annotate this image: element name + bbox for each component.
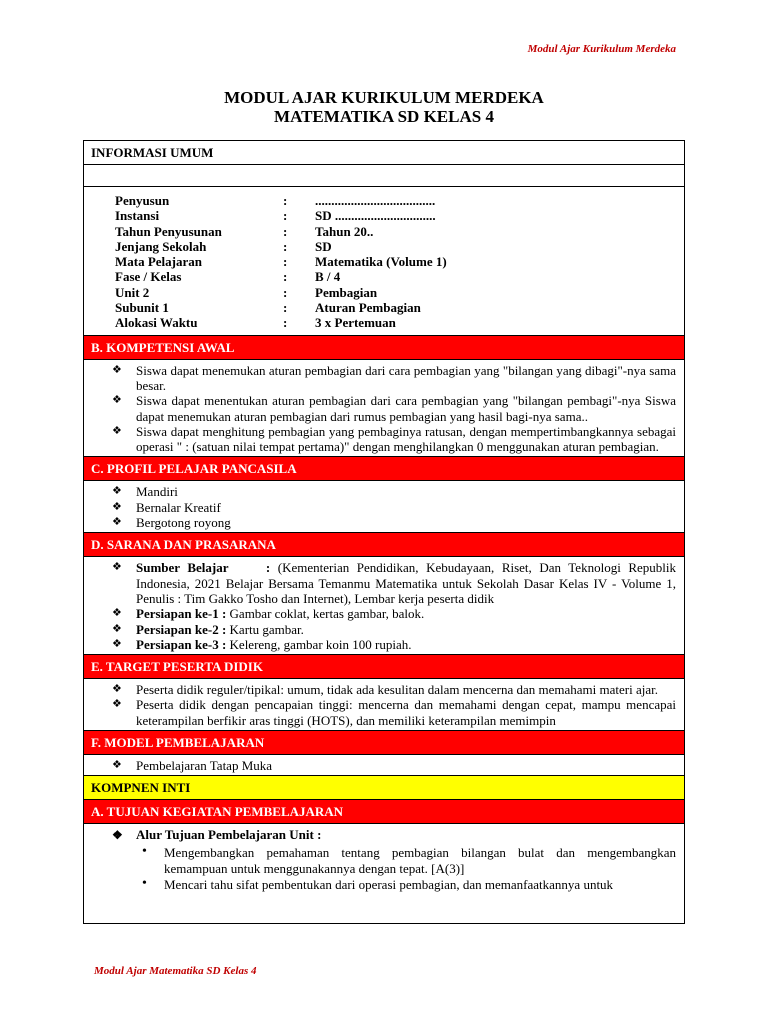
diamond-bullet-icon: ❖ xyxy=(112,607,122,620)
info-row xyxy=(115,224,684,239)
diamond-bullet-icon: ❖ xyxy=(112,759,122,772)
list-item-text: Kelereng, gambar koin 100 rupiah. xyxy=(226,636,412,652)
info-row xyxy=(115,315,684,330)
diamond-bullet-icon: ❖ xyxy=(112,394,122,407)
info-label: Jenjang Sekolah xyxy=(115,238,207,254)
info-colon: : xyxy=(283,193,288,208)
info-label: Fase / Kelas xyxy=(115,269,182,285)
diamond-bullet-icon: ❖ xyxy=(112,828,123,843)
title-line-1: MODUL AJAR KURIKULUM MERDEKA xyxy=(224,88,544,107)
section-b-content xyxy=(84,360,684,458)
list-item xyxy=(112,697,676,728)
info-value: Pembagian xyxy=(315,284,378,300)
info-row xyxy=(115,239,684,254)
diamond-bullet-icon: ❖ xyxy=(112,637,122,650)
document-title xyxy=(0,88,768,126)
info-colon: : xyxy=(283,238,288,254)
diamond-bullet-icon: ❖ xyxy=(112,683,122,696)
list-item xyxy=(112,393,676,424)
list-item-text: Peserta didik reguler/tipikal: umum, tidak ada kesulitan dalam mencerna dan memahami materi ajar. xyxy=(136,682,658,698)
list-item-label: Sumber Belajar : xyxy=(136,560,271,576)
profil-pelajar-list xyxy=(112,484,676,530)
info-value: 3 x Pertemuan xyxy=(315,315,396,331)
diamond-bullet-icon: ❖ xyxy=(112,561,122,574)
info-value: B / 4 xyxy=(315,269,341,285)
list-item xyxy=(112,484,676,499)
info-label: Unit 2 xyxy=(115,284,150,300)
list-item-text: Mengembangkan pemahaman tentang pembagian bilangan bulat dan mengembangkan kemampuan untuk menggunakannya dengan tepat. [A(3)] xyxy=(164,845,676,877)
title-line-2: MATEMATIKA SD KELAS 4 xyxy=(274,107,494,126)
info-row xyxy=(115,300,684,315)
module-table xyxy=(83,140,685,924)
info-label: Alokasi Waktu xyxy=(115,315,198,331)
list-item-text: Bernalar Kreatif xyxy=(136,499,221,515)
list-item xyxy=(112,424,676,455)
diamond-bullet-icon: ❖ xyxy=(112,363,122,376)
diamond-bullet-icon: ❖ xyxy=(112,485,122,498)
info-colon: : xyxy=(283,315,288,331)
info-row xyxy=(115,208,684,223)
alur-heading xyxy=(112,827,676,843)
info-value: Aturan Pembagian xyxy=(315,300,421,316)
list-item xyxy=(142,876,676,893)
info-colon: : xyxy=(283,223,288,239)
list-item-label: Persiapan ke-2 : xyxy=(136,621,227,637)
info-colon: : xyxy=(283,208,288,224)
list-item xyxy=(112,682,676,697)
sarana-prasarana-list xyxy=(112,560,676,652)
info-row xyxy=(115,254,684,269)
info-value: ..................................... xyxy=(315,193,436,208)
info-label: Tahun Penyusunan xyxy=(115,223,222,239)
info-colon: : xyxy=(283,254,288,270)
list-item xyxy=(142,844,676,877)
section-b-heading: B. KOMPETENSI AWAL xyxy=(84,336,684,360)
section-d-heading: D. SARANA DAN PRASARANA xyxy=(84,533,684,557)
footer-note: Modul Ajar Matematika SD Kelas 4 xyxy=(94,965,257,977)
list-item-text: Mandiri xyxy=(136,484,178,500)
diamond-bullet-icon: ❖ xyxy=(112,516,122,529)
kompetensi-awal-list xyxy=(112,363,676,455)
list-item-text: Peserta didik dengan pencapaian tinggi: mencerna dan memahami dengan cepat, mampu mencapai keterampilan berfikir aras tinggi (HOTS), dan memiliki keterampilan memimpin xyxy=(136,697,676,728)
list-item xyxy=(112,606,676,621)
section-e-heading: E. TARGET PESERTA DIDIK xyxy=(84,655,684,679)
info-label: Mata Pelajaran xyxy=(115,254,203,270)
list-item-text: Kartu gambar. xyxy=(226,621,304,637)
target-peserta-list xyxy=(112,682,676,728)
list-item-label: Persiapan ke-3 : xyxy=(136,636,227,652)
info-value: SD ............................... xyxy=(315,208,436,224)
dot-bullet-icon: • xyxy=(142,876,147,892)
info-row xyxy=(115,193,684,208)
header-note: Modul Ajar Kurikulum Merdeka xyxy=(527,43,676,55)
list-item-text: Siswa dapat menghitung pembagian yang pembaginya ratusan, dengan mempertimbangkannya sebagai operasi " : (satuan nilai tempat pertama)" dengan menghilangkan 0 menggunakan aturan pembagian. xyxy=(136,423,676,455)
model-pembelajaran-list xyxy=(112,758,676,773)
info-colon: : xyxy=(283,284,288,300)
list-item xyxy=(112,637,676,652)
list-item-text: Mencari tahu sifat pembentukan dari operasi pembagian, dan memanfaatkannya untuk xyxy=(164,877,614,893)
informasi-umum-table xyxy=(84,187,684,336)
section-a-content xyxy=(84,824,684,893)
info-colon: : xyxy=(283,300,288,316)
list-item-text: Pembelajaran Tatap Muka xyxy=(136,758,273,774)
diamond-bullet-icon: ❖ xyxy=(112,622,122,635)
list-item xyxy=(112,758,676,773)
empty-row xyxy=(84,165,684,187)
list-item xyxy=(112,363,676,394)
section-c-heading: C. PROFIL PELAJAR PANCASILA xyxy=(84,457,684,481)
info-colon: : xyxy=(283,269,288,285)
informasi-umum-heading: INFORMASI UMUM xyxy=(84,141,684,165)
section-c-content xyxy=(84,481,684,533)
tujuan-list xyxy=(112,845,676,893)
komponen-inti-heading: KOMPNEN INTI xyxy=(84,776,684,800)
list-item xyxy=(112,515,676,530)
section-a-heading: A. TUJUAN KEGIATAN PEMBELAJARAN xyxy=(84,800,684,824)
diamond-bullet-icon: ❖ xyxy=(112,500,122,513)
list-item-label: Persiapan ke-1 : xyxy=(136,606,227,622)
list-item-text: Siswa dapat menentukan aturan pembagian dari cara pembagian yang "bilangan pembagi"-nya Siswa dapat menemukan aturan pembagian dari rumus pembagian yang hasil bagi-nya sama.. xyxy=(136,393,676,424)
list-item xyxy=(112,500,676,515)
info-label: Subunit 1 xyxy=(115,300,169,316)
list-item xyxy=(112,622,676,637)
list-item-text: (Kementerian Pendidikan, Kebudayaan, Riset, Dan Teknologi Republik Indonesia, 2021 Belajar Bersama Temanmu Matematika untuk Sekolah Dasar Kelas IV - Volume 1, Penulis : Tim Gakko Tosho dan Internet), Lembar kerja peserta didik xyxy=(136,560,676,606)
diamond-bullet-icon: ❖ xyxy=(112,424,122,437)
section-e-content xyxy=(84,679,684,731)
list-item xyxy=(112,560,676,606)
list-item-text: Siswa dapat menemukan aturan pembagian dari cara pembagian yang "bilangan yang dibagi"-nya sama besar. xyxy=(136,362,676,393)
diamond-bullet-icon: ❖ xyxy=(112,698,122,711)
alur-heading-text: Alur Tujuan Pembelajaran Unit : xyxy=(136,827,322,843)
list-item-text: Bergotong royong xyxy=(136,515,231,531)
info-value: SD xyxy=(315,238,332,254)
info-value: Tahun 20.. xyxy=(315,223,374,239)
info-label: Penyusun xyxy=(115,193,170,208)
info-value: Matematika (Volume 1) xyxy=(315,254,447,270)
section-d-content xyxy=(84,557,684,655)
info-label: Instansi xyxy=(115,208,160,224)
list-item-text: Gambar coklat, kertas gambar, balok. xyxy=(226,606,425,622)
section-f-content xyxy=(84,755,684,776)
info-row xyxy=(115,269,684,284)
section-f-heading: F. MODEL PEMBELAJARAN xyxy=(84,731,684,755)
dot-bullet-icon: • xyxy=(142,844,147,860)
info-row xyxy=(115,285,684,300)
